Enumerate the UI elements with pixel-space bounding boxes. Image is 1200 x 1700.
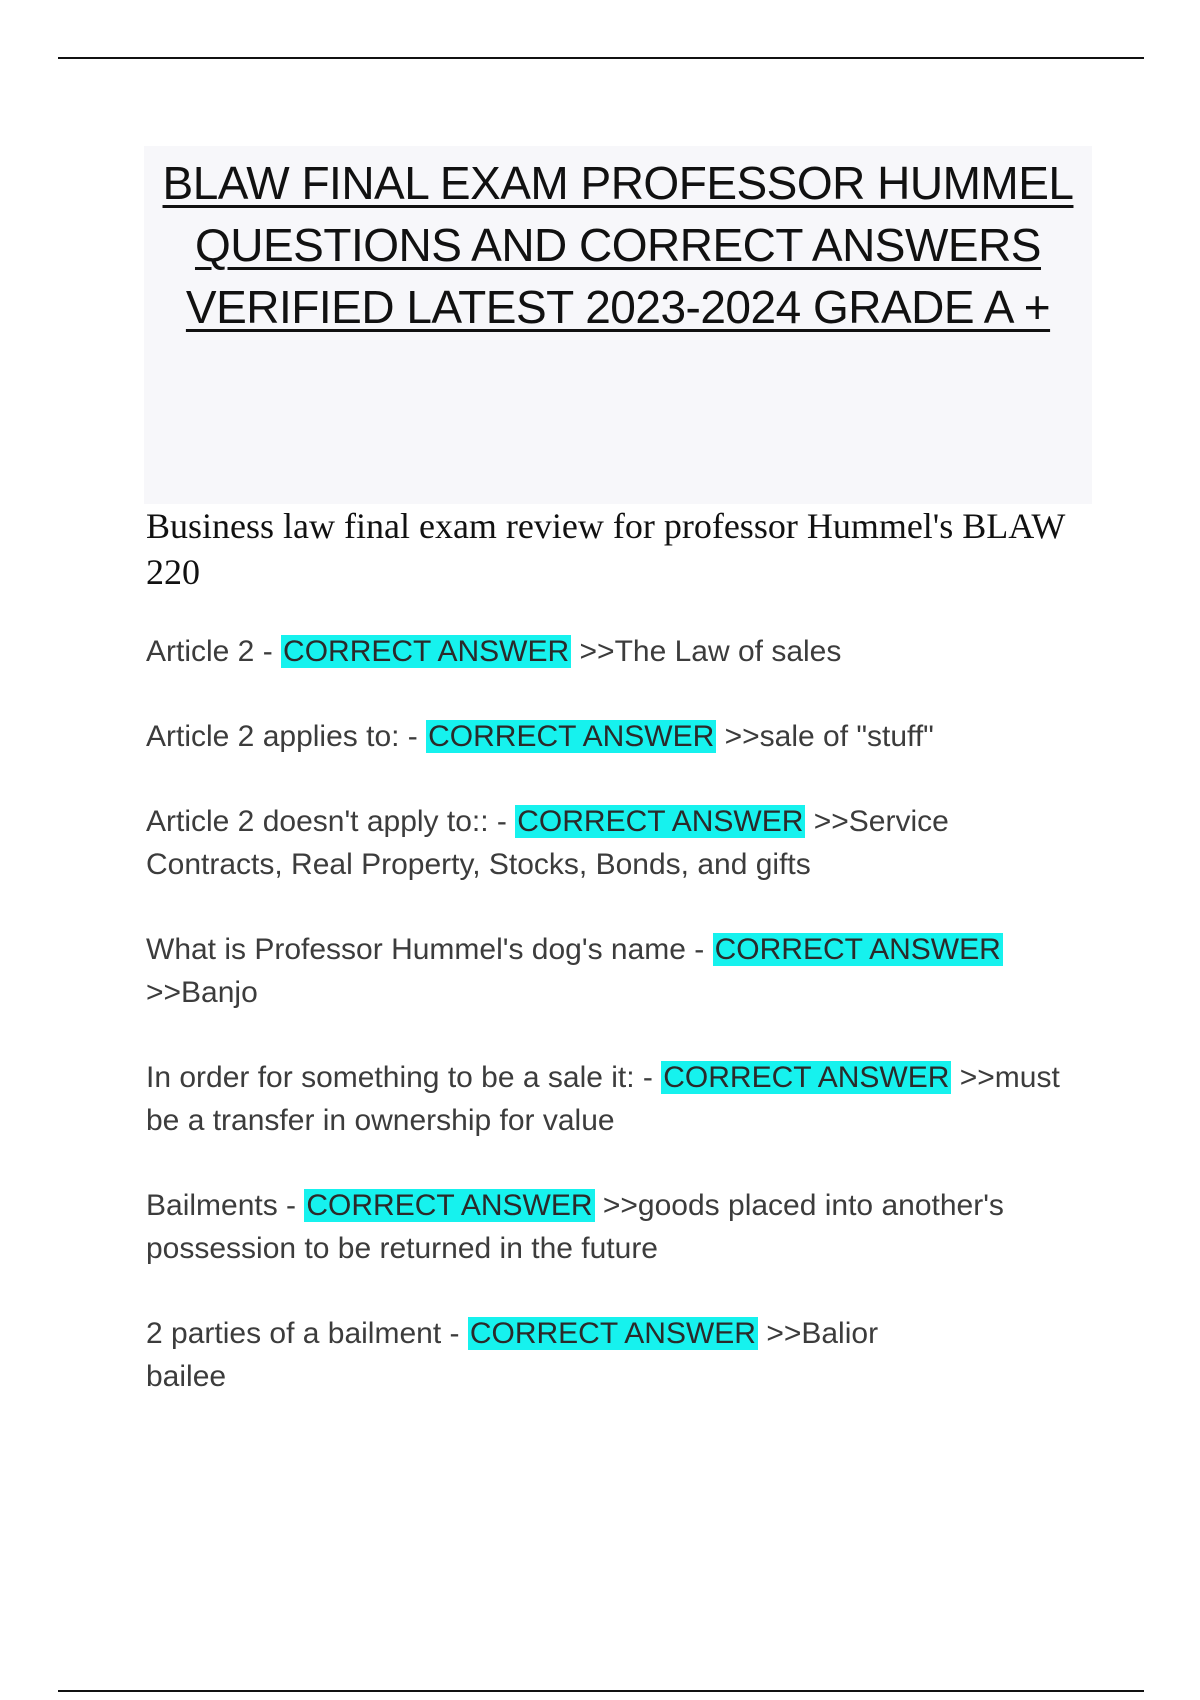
- question-text: Bailments -: [146, 1189, 305, 1222]
- correct-answer-highlight: CORRECT ANSWER: [517, 805, 804, 838]
- answer-text: >>The Law of sales: [579, 635, 842, 668]
- question-text: Article 2 applies to: -: [146, 720, 427, 753]
- document-subtitle: Business law final exam review for professor Hummel's BLAW 220: [146, 506, 1065, 592]
- qa-list: [146, 630, 1086, 1398]
- answer-text: >>goods placed into another's possession to be returned in the future: [146, 1189, 1004, 1265]
- qa-item-5: [146, 1056, 1086, 1142]
- question-text: Article 2 doesn't apply to:: -: [146, 805, 516, 838]
- qa-item-3: [146, 800, 1086, 886]
- document-title: BLAW FINAL EXAM PROFESSOR HUMMEL QUESTIONS AND CORRECT ANSWERS VERIFIED LATEST 2023-2024 GRADE A +: [162, 157, 1074, 333]
- qa-item-2: [146, 715, 1086, 758]
- qa-item-6: [146, 1184, 1086, 1270]
- qa-item-7: [146, 1312, 1086, 1398]
- answer-text: >>Balior: [766, 1317, 879, 1350]
- question-text: What is Professor Hummel's dog's name -: [146, 933, 713, 966]
- correct-answer-highlight: CORRECT ANSWER: [714, 933, 1001, 966]
- question-text: Article 2 -: [146, 635, 282, 668]
- answer-text: >>must be a transfer in ownership for value: [146, 1061, 1060, 1137]
- title-banner: [144, 146, 1092, 504]
- question-text: 2 parties of a bailment -: [146, 1317, 468, 1350]
- header-rule: [58, 57, 1144, 59]
- qa-item-1: [146, 630, 1086, 673]
- qa-item-4: [146, 928, 1086, 1014]
- footer-rule: [58, 1690, 1144, 1692]
- correct-answer-highlight: CORRECT ANSWER: [306, 1189, 593, 1222]
- correct-answer-highlight: CORRECT ANSWER: [469, 1317, 756, 1350]
- answer-text: >>Banjo: [146, 976, 258, 1009]
- answer-text: >>Service Contracts, Real Property, Stocks, Bonds, and gifts: [146, 805, 949, 881]
- question-text: In order for something to be a sale it: -: [146, 1061, 662, 1094]
- answer-text: >>sale of "stuff": [724, 720, 934, 753]
- correct-answer-highlight: CORRECT ANSWER: [283, 635, 570, 668]
- correct-answer-highlight: CORRECT ANSWER: [428, 720, 715, 753]
- answer-text-line-2: bailee: [146, 1360, 227, 1393]
- correct-answer-highlight: CORRECT ANSWER: [663, 1061, 950, 1094]
